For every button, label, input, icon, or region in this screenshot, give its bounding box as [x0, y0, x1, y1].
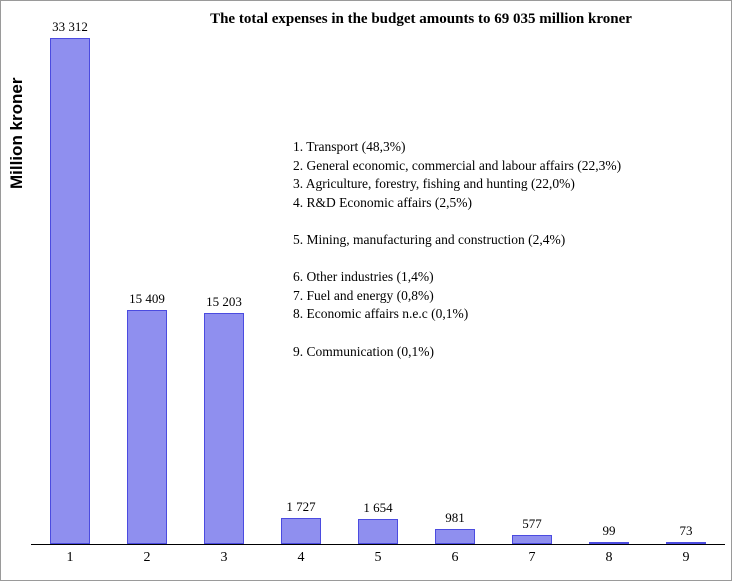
bar-value-label: 577 [522, 516, 542, 531]
legend-spacer [293, 324, 693, 343]
bar-value-label: 15 409 [129, 291, 165, 306]
bar-value-label: 99 [602, 523, 616, 538]
x-tick-label: 3 [220, 550, 228, 565]
x-tick-label: 4 [297, 550, 305, 565]
bar-value-label: 1 654 [363, 500, 393, 515]
bar-value-label: 73 [679, 523, 693, 538]
bar[interactable] [281, 518, 321, 544]
x-tick-label: 6 [451, 550, 459, 565]
legend-item: 8. Economic affairs n.e.c (0,1%) [293, 306, 469, 322]
x-tick-label: 7 [528, 550, 536, 565]
chart-legend [293, 138, 693, 361]
legend-item: 9. Communication (0,1%) [293, 343, 434, 359]
bar-value-label: 15 203 [206, 294, 242, 309]
legend-item: 2. General economic, commercial and labour affairs (22,3%) [293, 157, 622, 173]
legend-item: 6. Other industries (1,4%) [293, 269, 434, 285]
bar-group [187, 27, 261, 544]
bar-group [33, 19, 107, 544]
x-tick-label: 1 [66, 550, 74, 565]
bar[interactable] [204, 313, 244, 544]
x-tick-label: 8 [605, 550, 613, 565]
legend-spacer [293, 250, 693, 269]
bar-group [110, 27, 184, 544]
x-tick-label: 9 [682, 550, 690, 565]
chart-title: The total expenses in the budget amounts to 69 035 million kroner [210, 11, 632, 27]
bar-value-label: 981 [445, 510, 465, 525]
bar[interactable] [435, 529, 475, 544]
bar[interactable] [512, 535, 552, 544]
x-tick-label: 2 [143, 550, 151, 565]
y-axis-label: Million kroner [7, 77, 26, 189]
bar-value-label: 33 312 [52, 19, 88, 34]
bar-value-label: 1 727 [286, 499, 316, 514]
legend-spacer [293, 212, 693, 231]
bar[interactable] [127, 310, 167, 544]
legend-item: 1. Transport (48,3%) [293, 139, 406, 154]
legend-item: 5. Mining, manufacturing and construction (2,4%) [293, 231, 566, 247]
legend-item: 3. Agriculture, forestry, fishing and hunting (22,0%) [293, 176, 575, 192]
x-tick-label: 5 [374, 550, 382, 565]
legend-item: 7. Fuel and energy (0,8%) [293, 287, 434, 303]
bar[interactable] [50, 38, 90, 544]
legend-item: 4. R&D Economic affairs (2,5%) [293, 194, 472, 210]
bar[interactable] [358, 519, 398, 544]
x-axis-line [31, 544, 725, 545]
